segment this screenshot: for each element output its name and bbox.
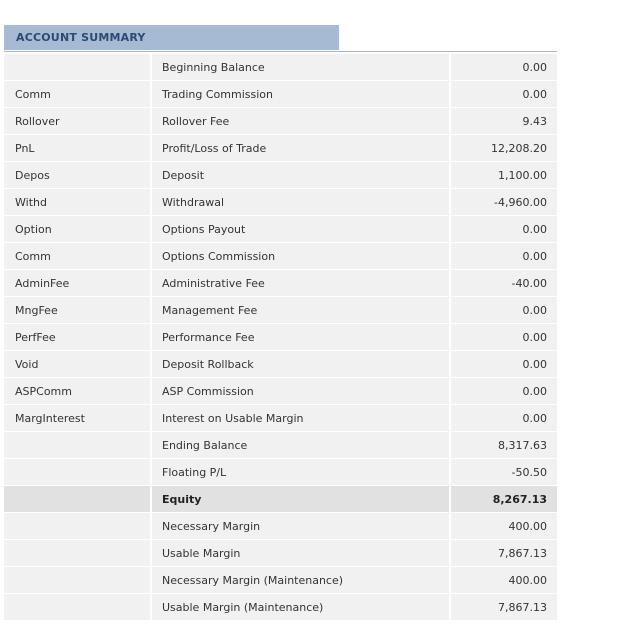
- row-description: Management Fee: [151, 297, 450, 324]
- row-code: [4, 540, 151, 567]
- table-row: [4, 540, 557, 567]
- row-description: Rollover Fee: [151, 108, 450, 135]
- row-amount: -40.00: [450, 270, 557, 297]
- row-code: Depos: [4, 162, 151, 189]
- table-row: [4, 594, 557, 621]
- table-row: [4, 324, 557, 351]
- row-code: [4, 486, 151, 513]
- table-row: [4, 405, 557, 432]
- account-summary-table: [4, 54, 557, 621]
- row-code: [4, 567, 151, 594]
- row-code: AdminFee: [4, 270, 151, 297]
- row-amount: 0.00: [450, 81, 557, 108]
- table-row: [4, 378, 557, 405]
- row-amount: 7,867.13: [450, 594, 557, 621]
- row-amount: 0.00: [450, 405, 557, 432]
- row-amount: 7,867.13: [450, 540, 557, 567]
- row-amount: 9.43: [450, 108, 557, 135]
- row-amount: 0.00: [450, 351, 557, 378]
- row-code: Comm: [4, 243, 151, 270]
- row-amount: 400.00: [450, 567, 557, 594]
- summary-table-body: [4, 54, 557, 621]
- row-code: PnL: [4, 135, 151, 162]
- row-code: [4, 513, 151, 540]
- row-description: Necessary Margin (Maintenance): [151, 567, 450, 594]
- account-summary-tab: [4, 25, 339, 50]
- row-amount: -50.50: [450, 459, 557, 486]
- row-description: Administrative Fee: [151, 270, 450, 297]
- table-row: [4, 216, 557, 243]
- row-amount: 0.00: [450, 324, 557, 351]
- table-row: [4, 513, 557, 540]
- table-row: [4, 162, 557, 189]
- row-amount: 8,267.13: [450, 486, 557, 513]
- row-description: Deposit Rollback: [151, 351, 450, 378]
- row-description: Options Payout: [151, 216, 450, 243]
- row-description: Performance Fee: [151, 324, 450, 351]
- row-description: ASP Commission: [151, 378, 450, 405]
- row-code: [4, 594, 151, 621]
- row-code: Void: [4, 351, 151, 378]
- table-row: [4, 432, 557, 459]
- row-code: Rollover: [4, 108, 151, 135]
- table-row: [4, 81, 557, 108]
- row-description: Withdrawal: [151, 189, 450, 216]
- row-code: [4, 459, 151, 486]
- row-amount: 400.00: [450, 513, 557, 540]
- row-description: Equity: [151, 486, 450, 513]
- table-row: [4, 243, 557, 270]
- row-description: Beginning Balance: [151, 54, 450, 81]
- row-amount: 8,317.63: [450, 432, 557, 459]
- row-code: [4, 432, 151, 459]
- row-code: [4, 54, 151, 81]
- row-code: MngFee: [4, 297, 151, 324]
- table-row: [4, 54, 557, 81]
- row-description: Options Commission: [151, 243, 450, 270]
- row-amount: 12,208.20: [450, 135, 557, 162]
- row-description: Floating P/L: [151, 459, 450, 486]
- table-row: [4, 108, 557, 135]
- equity-row: [4, 486, 557, 513]
- row-amount: 1,100.00: [450, 162, 557, 189]
- table-row: [4, 270, 557, 297]
- row-amount: -4,960.00: [450, 189, 557, 216]
- row-description: Usable Margin (Maintenance): [151, 594, 450, 621]
- row-description: Necessary Margin: [151, 513, 450, 540]
- row-description: Ending Balance: [151, 432, 450, 459]
- table-row: [4, 297, 557, 324]
- section-title: ACCOUNT SUMMARY: [16, 31, 146, 44]
- table-row: [4, 459, 557, 486]
- account-summary-header: [4, 25, 557, 52]
- row-description: Trading Commission: [151, 81, 450, 108]
- table-row: [4, 351, 557, 378]
- row-code: ASPComm: [4, 378, 151, 405]
- row-description: Profit/Loss of Trade: [151, 135, 450, 162]
- row-amount: 0.00: [450, 216, 557, 243]
- row-code: Comm: [4, 81, 151, 108]
- row-description: Usable Margin: [151, 540, 450, 567]
- row-description: Deposit: [151, 162, 450, 189]
- row-amount: 0.00: [450, 243, 557, 270]
- table-row: [4, 135, 557, 162]
- row-code: PerfFee: [4, 324, 151, 351]
- table-row: [4, 567, 557, 594]
- row-amount: 0.00: [450, 297, 557, 324]
- row-code: MargInterest: [4, 405, 151, 432]
- table-row: [4, 189, 557, 216]
- row-amount: 0.00: [450, 54, 557, 81]
- row-description: Interest on Usable Margin: [151, 405, 450, 432]
- row-code: Option: [4, 216, 151, 243]
- row-code: Withd: [4, 189, 151, 216]
- row-amount: 0.00: [450, 378, 557, 405]
